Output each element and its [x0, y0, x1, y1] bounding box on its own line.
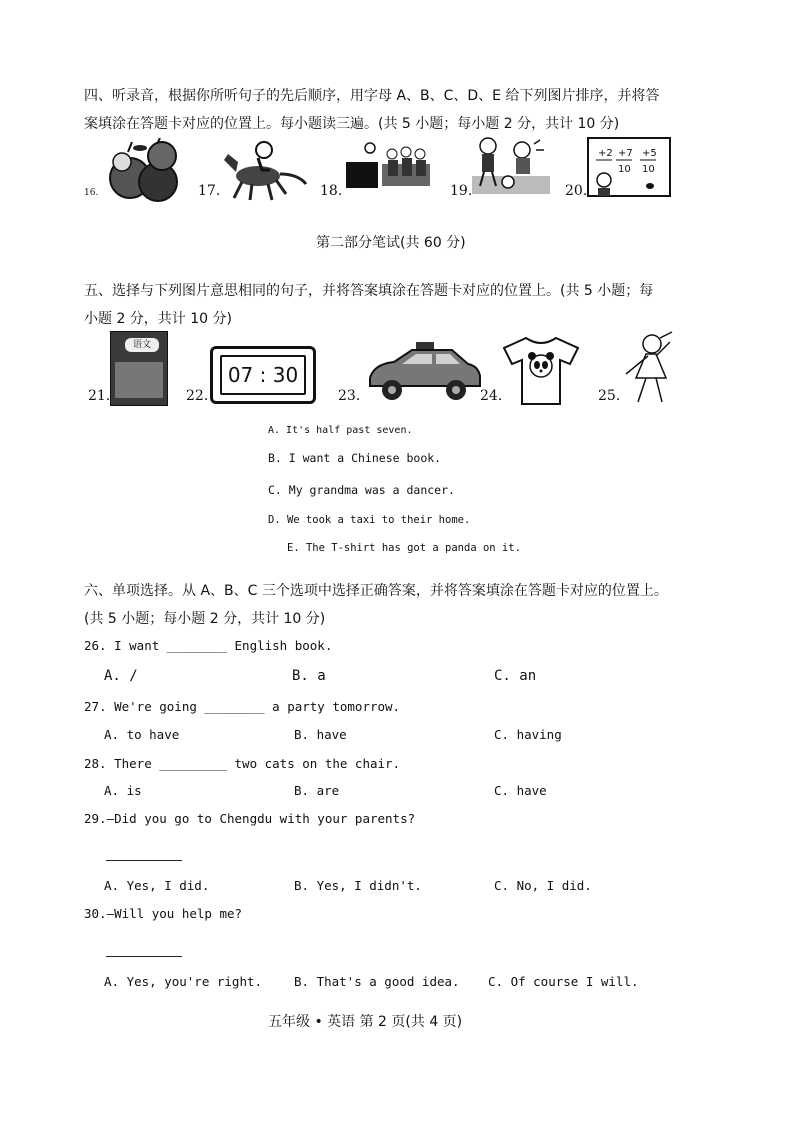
picture-label-20: 20.	[565, 183, 588, 199]
family-watching-tv-picture	[342, 140, 434, 194]
section5-option-d: D. We took a taxi to their home.	[268, 514, 471, 526]
clock-time: 07 : 30	[220, 355, 306, 395]
picture-label-17: 17.	[198, 183, 221, 199]
picture-label-25: 25.	[598, 388, 621, 404]
svg-text:10: 10	[618, 164, 631, 175]
question-26-stem: 26. I want ________ English book.	[84, 638, 333, 653]
question-30-option-a: A. Yes, you're right.	[104, 974, 263, 989]
question-27-option-a: A. to have	[104, 727, 180, 742]
dancer-picture	[620, 330, 676, 406]
section5-option-e: E. The T-shirt has got a panda on it.	[287, 542, 521, 554]
svg-text:+5: +5	[642, 148, 657, 159]
section5-option-b: B. I want a Chinese book.	[268, 451, 442, 465]
section5-title-line2: 小题 2 分，共计 10 分)	[84, 311, 232, 327]
question-26-option-a: A. /	[104, 668, 138, 684]
math-board-picture	[586, 136, 672, 200]
section4-title-line2: 案填涂在答题卡对应的位置上。每小题读三遍。(共 5 小题；每小题 2 分，共计 10 分)	[84, 116, 620, 132]
question-30-option-c: C. Of course I will.	[488, 974, 639, 989]
picture-label-22: 22.	[186, 388, 209, 404]
question-27-option-c: C. having	[494, 727, 562, 742]
part2-title: 第二部分笔试(共 60 分)	[316, 235, 466, 251]
question-30-option-b: B. That's a good idea.	[294, 974, 460, 989]
digital-clock-picture	[210, 346, 316, 404]
picture-label-16: 16.	[84, 188, 99, 198]
horse-rider-picture	[218, 138, 310, 202]
question-28-option-c: C. have	[494, 783, 547, 798]
question-28-option-a: A. is	[104, 783, 142, 798]
kids-football-picture	[470, 136, 552, 198]
apples-picture	[100, 138, 190, 202]
chinese-book-picture	[110, 331, 168, 406]
svg-text:+7: +7	[618, 148, 633, 159]
question-29-answer-blank	[106, 860, 182, 861]
question-27-option-b: B. have	[294, 727, 347, 742]
picture-label-23: 23.	[338, 388, 361, 404]
question-29-option-c: C. No, I did.	[494, 878, 592, 893]
taxi-picture	[362, 338, 482, 404]
section5-option-c: C. My grandma was a dancer.	[268, 483, 455, 497]
question-29-option-a: A. Yes, I did.	[104, 878, 210, 893]
section6-title-line2: (共 5 小题；每小题 2 分，共计 10 分)	[84, 611, 326, 627]
question-26-option-b: B. a	[292, 668, 326, 684]
svg-text:+2: +2	[598, 148, 613, 159]
question-30-stem: 30.—Will you help me?	[84, 906, 243, 921]
section5-title-line1: 五、选择与下列图片意思相同的句子，并将答案填涂在答题卡对应的位置上。(共 5 小题；每	[84, 283, 654, 299]
panda-tshirt-picture	[502, 334, 580, 406]
svg-text:10: 10	[642, 164, 655, 175]
picture-label-21: 21.	[88, 388, 111, 404]
question-28-stem: 28. There _________ two cats on the chair.	[84, 756, 401, 771]
section5-option-a: A. It's half past seven.	[268, 425, 413, 436]
question-30-answer-blank	[106, 956, 182, 957]
question-29-option-b: B. Yes, I didn't.	[294, 878, 422, 893]
picture-label-24: 24.	[480, 388, 503, 404]
picture-label-18: 18.	[320, 183, 343, 199]
picture-label-19: 19.	[450, 183, 473, 199]
book-cover-title: 语文	[125, 338, 159, 352]
question-28-option-b: B. are	[294, 783, 340, 798]
question-27-stem: 27. We're going ________ a party tomorrow.	[84, 699, 401, 714]
question-26-option-c: C. an	[494, 668, 537, 684]
question-29-stem: 29.—Did you go to Chengdu with your parents?	[84, 811, 416, 826]
section4-title-line1: 四、听录音，根据你所听句子的先后顺序，用字母 A、B、C、D、E 给下列图片排序，并将答	[84, 88, 660, 104]
page-footer: 五年级 • 英语 第 2 页(共 4 页)	[268, 1014, 463, 1030]
section6-title-line1: 六、单项选择。从 A、B、C 三个选项中选择正确答案，并将答案填涂在答题卡对应的位置上。	[84, 583, 668, 599]
